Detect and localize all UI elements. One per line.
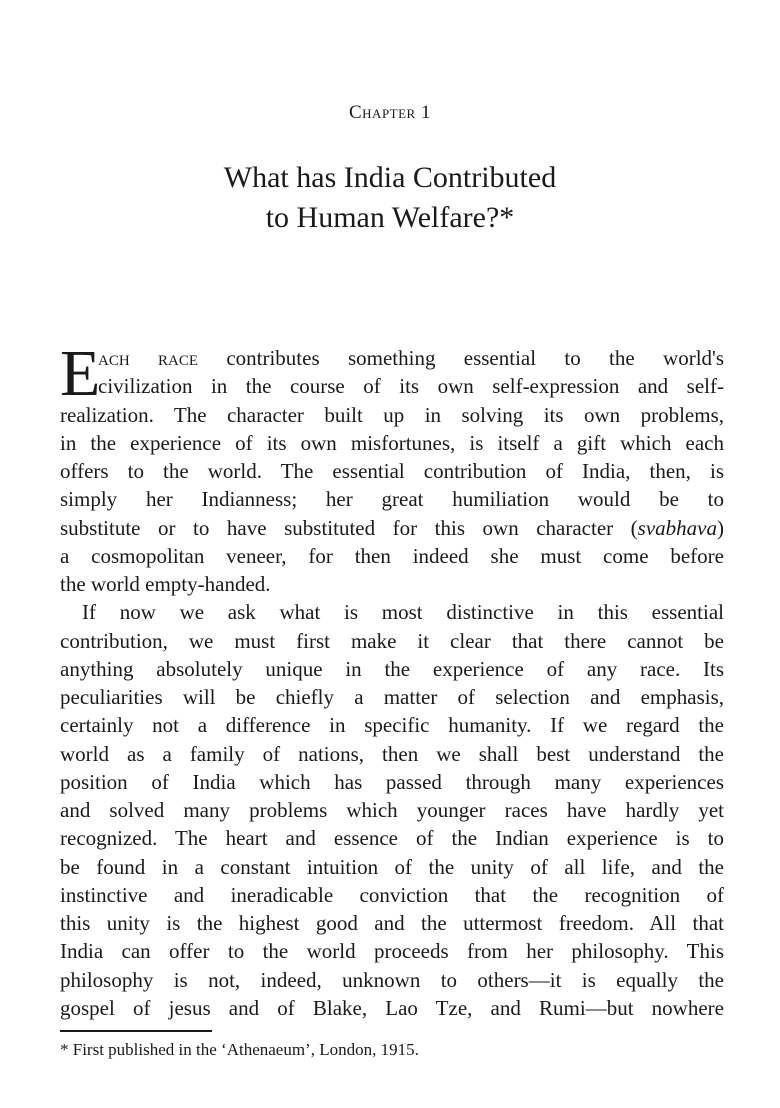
- text-line: instinctive and ineradicable conviction that the recognition of: [60, 882, 724, 907]
- text-line: be found in a constant intuition of the unity of all life, and the: [60, 854, 724, 879]
- text-line: offers to the world. The essential contribution of India, then, is: [60, 459, 724, 483]
- italic-term: svabhava: [637, 515, 717, 540]
- text-line-rest: contributes something essential to the world's: [198, 346, 724, 370]
- text-line: this unity is the highest good and the uttermost freedom. All that: [60, 911, 724, 935]
- text-line: realization. The character built up in solving its own problems,: [60, 402, 724, 427]
- text-line: philosophy is not, indeed, unknown to others—it is equally the: [60, 967, 724, 992]
- body-text: [60, 337, 724, 1022]
- title-line: to Human Welfare?*: [265, 201, 515, 234]
- text-line: contribution, we must first make it clear that there cannot be: [60, 628, 724, 653]
- text-line: simply her Indianness; her great humiliation would be to: [60, 487, 724, 512]
- drop-cap: E: [60, 337, 101, 410]
- text-line: and solved many problems which younger races have hardly yet: [60, 798, 724, 822]
- text-line: [60, 344, 724, 372]
- footnote: * First published in the ‘Athenaeum’, London, 1915.: [60, 1040, 419, 1059]
- text-line: recognized. The heart and essence of the Indian experience is to: [60, 826, 724, 851]
- text-line: anything absolutely unique in the experience of any race. Its: [60, 656, 724, 681]
- footnote-rule: [60, 1030, 212, 1032]
- lead-in: ach race: [98, 346, 198, 370]
- text-line: certainly not a difference in specific humanity. If we regard the: [60, 713, 724, 738]
- text-line: a cosmopolitan veneer, for then indeed she must come before: [60, 543, 724, 568]
- text-line: world as a family of nations, then we shall best understand the: [60, 741, 724, 766]
- text-line: peculiarities will be chiefly a matter of selection and emphasis,: [60, 685, 724, 709]
- text-line: India can offer to the world proceeds from her philosophy. This: [60, 939, 724, 964]
- text-line: [60, 514, 724, 542]
- text-line: in the experience of its own misfortunes, is itself a gift which each: [60, 430, 724, 455]
- chapter-label: Chapter 1: [349, 102, 431, 123]
- text-segment: ): [717, 515, 724, 540]
- title-line: What has India Contributed: [223, 161, 557, 194]
- text-line: If now we ask what is most distinctive in this essential: [82, 600, 724, 625]
- text-line: the world empty-handed.: [60, 572, 271, 596]
- text-line: position of India which has passed through many experiences: [60, 769, 724, 794]
- chapter-title: [0, 158, 780, 238]
- text-line: civilization in the course of its own self-expression and self-: [98, 374, 724, 399]
- text-line: gospel of jesus and of Blake, Lao Tze, and Rumi—but nowhere: [60, 995, 724, 1020]
- text-segment: substitute or to have substituted for this own character (: [60, 515, 638, 540]
